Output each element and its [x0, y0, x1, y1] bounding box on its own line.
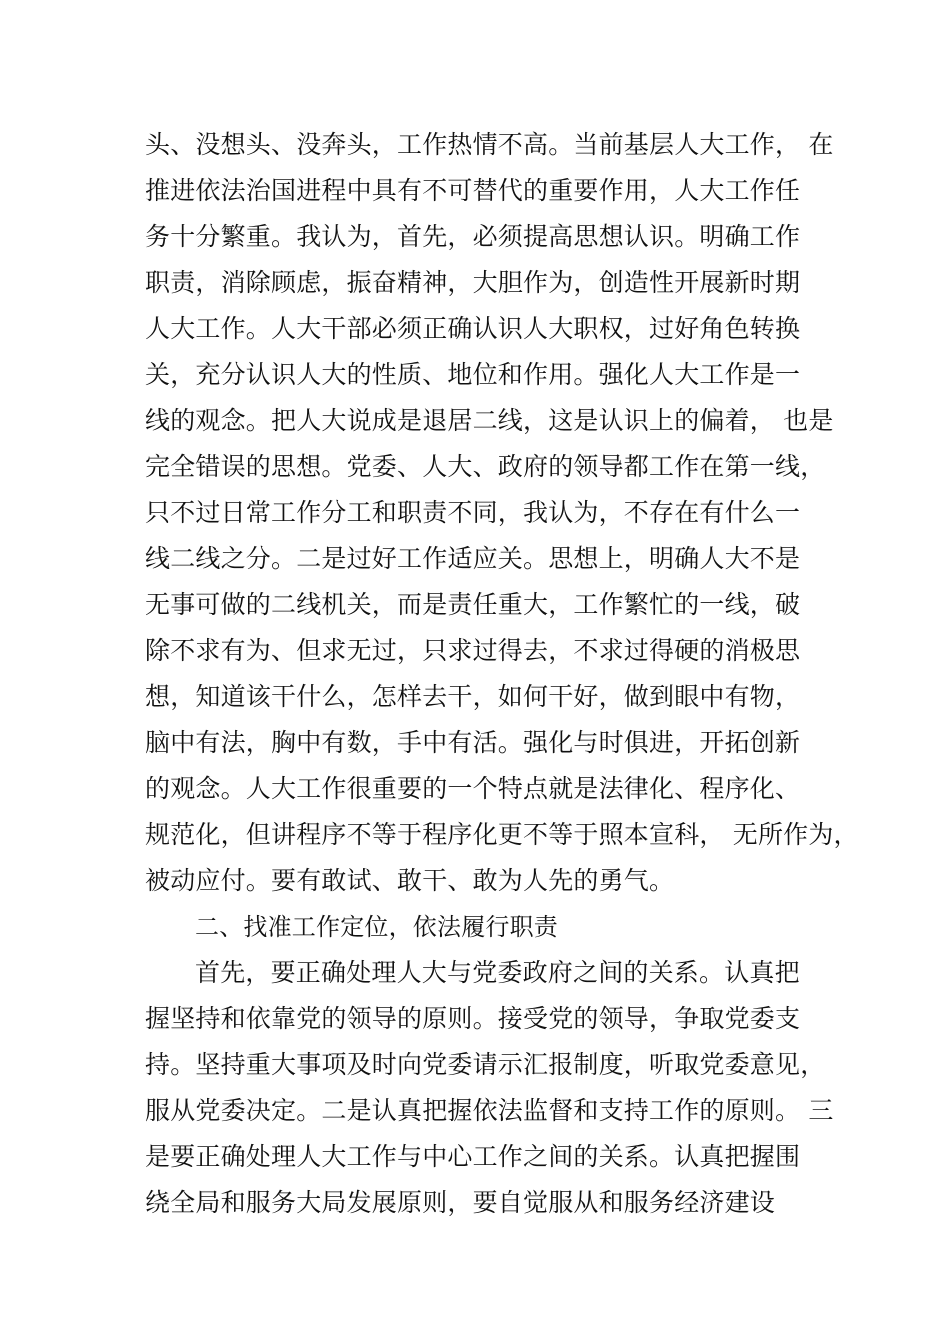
text-line: 是要正确处理人大工作与中心工作之间的关系。认真把握围	[145, 1142, 801, 1171]
text-line: 服从党委决定。二是认真把握依法监督和支持工作的原则。 三	[145, 1096, 834, 1125]
text-line: 人大工作。人大干部必须正确认识人大职权，过好角色转换	[145, 314, 801, 343]
text-line: 职责，消除顾虑，振奋精神，大胆作为，创造性开展新时期	[145, 268, 801, 297]
text-line: 推进依法治国进程中具有不可替代的重要作用，人大工作任	[145, 176, 801, 205]
text-line: 完全错误的思想。党委、人大、政府的领导都工作在第一线，	[145, 452, 826, 481]
text-line: 绕全局和服务大局发展原则，要自觉服从和服务经济建设	[145, 1188, 776, 1217]
text-line: 线的观念。把人大说成是退居二线，这是认识上的偏着， 也是	[145, 406, 834, 435]
text-line: 线二线之分。二是过好工作适应关。思想上，明确人大不是	[145, 544, 801, 573]
text-line: 无事可做的二线机关，而是责任重大，工作繁忙的一线，破	[145, 590, 801, 619]
text-line: 除不求有为、但求无过，只求过得去，不求过得硬的消极思	[145, 636, 801, 665]
text-line: 持。坚持重大事项及时向党委请示汇报制度，听取党委意见，	[145, 1050, 826, 1079]
text-line: 只不过日常工作分工和职责不同，我认为，不存在有什么一	[145, 498, 801, 527]
text-line: 的观念。人大工作很重要的一个特点就是法律化、程序化、	[145, 774, 801, 803]
text-line: 被动应付。要有敢试、敢干、敢为人先的勇气。	[145, 866, 675, 895]
text-line: 首先，要正确处理人大与党委政府之间的关系。认真把	[195, 958, 800, 987]
text-line: 务十分繁重。我认为，首先，必须提高思想认识。明确工作	[145, 222, 801, 251]
text-line: 头、没想头、没奔头，工作热情不高。当前基层人大工作， 在	[145, 130, 834, 159]
text-line: 想，知道该干什么，怎样去干，如何干好，做到眼中有物，	[145, 682, 801, 711]
text-line: 脑中有法，胸中有数，手中有活。强化与时俱进，开拓创新	[145, 728, 801, 757]
section-heading: 二、找准工作定位，依法履行职责	[195, 913, 558, 941]
text-line: 规范化，但讲程序不等于程序化更不等于照本宣科， 无所作为，	[145, 820, 859, 849]
document-body	[145, 122, 859, 1226]
text-line: 握坚持和依靠党的领导的原则。接受党的领导，争取党委支	[145, 1004, 801, 1033]
text-line: 关，充分认识人大的性质、地位和作用。强化人大工作是一	[145, 360, 801, 389]
